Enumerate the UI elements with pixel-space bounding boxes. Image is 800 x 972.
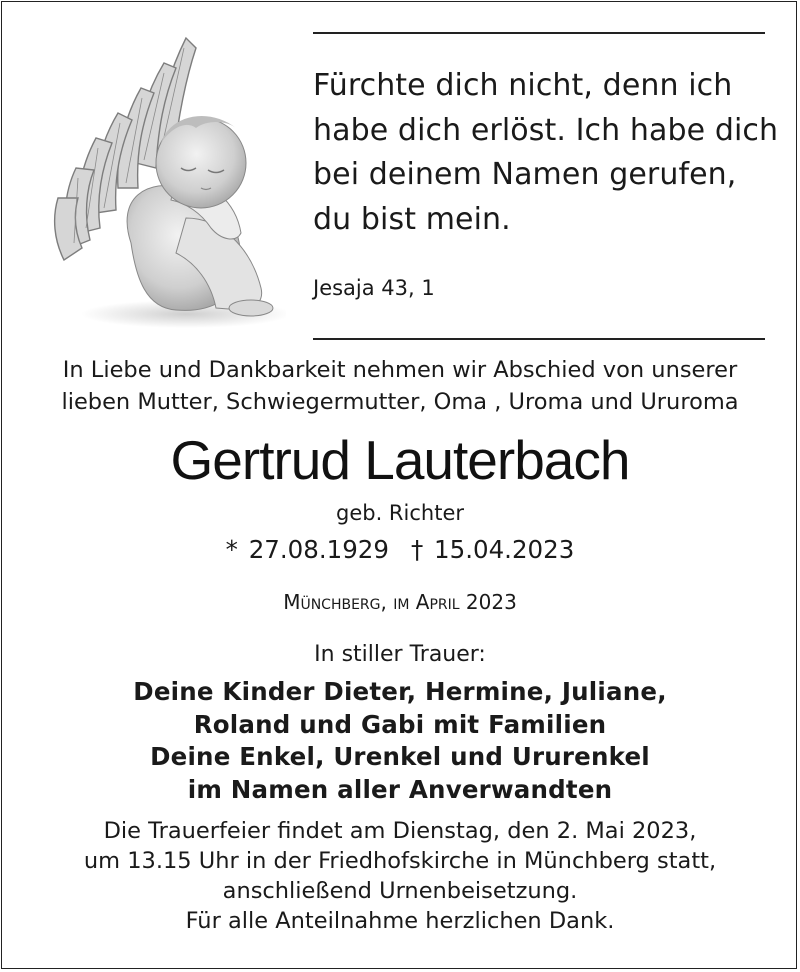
mourners-list: Deine Kinder Dieter, Hermine, Juliane, Roland und Gabi mit Familien Deine Enkel, Urenkel und Ururenkel im Namen aller Anverwandten [133,677,667,804]
service-details: Die Trauerfeier findet am Dienstag, den 2. Mai 2023, um 13.15 Uhr in der Friedhofskirche in Münchberg statt, anschließend Urnenbeisetzung. Für alle Anteilnahme herzlichen Dank. [83,818,717,934]
place-and-date: Münchberg, im April 2023 [283,590,517,614]
bible-verse: Fürchte dich nicht, denn ich habe dich erlöst. Ich habe dich bei deinem Namen gerufen, du bist mein. [313,68,779,237]
life-dates [0,535,800,564]
mourning-label: In stiller Trauer: [314,642,486,667]
birth-date: * 27.08.1929 [225,535,389,564]
death-date: † 15.04.2023 [411,535,575,564]
farewell-intro: In Liebe und Dankbarkeit nehmen wir Abschied von unserer lieben Mutter, Schwiegermutter, Oma , Uroma und Ururoma [61,357,739,415]
verse-reference: Jesaja 43, 1 [313,276,435,300]
deceased-name: Gertrud Lauterbach [170,429,630,491]
sleeping-angel-icon [36,28,286,333]
birth-name: geb. Richter [336,501,464,525]
verse-rule-top [313,32,765,34]
verse-rule-bottom [313,338,765,340]
